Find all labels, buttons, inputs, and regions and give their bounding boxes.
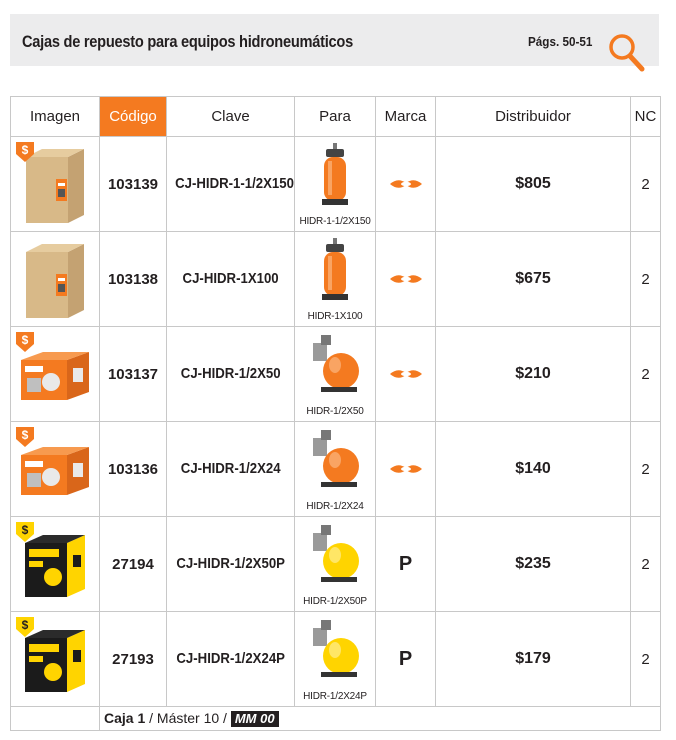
truper-logo-icon — [389, 462, 423, 476]
svg-text:$: $ — [21, 523, 29, 537]
table-row — [11, 422, 661, 517]
para-cell — [295, 327, 376, 422]
pump-figure — [295, 327, 375, 421]
mm-badge: MM 00 — [231, 711, 279, 727]
dollar-badge-icon — [14, 520, 36, 544]
codigo-cell: 103137 — [100, 327, 167, 422]
clave-cell — [167, 517, 295, 612]
codigo-cell: 103138 — [100, 232, 167, 327]
clave-cell — [167, 327, 295, 422]
search-icon[interactable] — [607, 32, 647, 74]
column-header-codigo: Código — [100, 97, 167, 137]
nc-cell: 2 — [631, 327, 661, 422]
clave-cell — [167, 232, 295, 327]
column-header-para: Para — [295, 97, 376, 137]
clave-cell — [167, 612, 295, 707]
distribuidor-price-cell: $179 — [436, 612, 631, 707]
dollar-badge-icon — [14, 615, 36, 639]
pump-model-label: HIDR-1X100 — [307, 311, 363, 322]
dollar-badge-icon — [14, 330, 36, 354]
marca-cell — [376, 517, 436, 612]
product-image-cell — [11, 137, 100, 232]
pump-model-label: HIDR-1/2X24P — [303, 691, 367, 702]
pump-model-label: HIDR-1/2X50 — [306, 406, 364, 417]
codigo-cell: 27193 — [100, 612, 167, 707]
clave-text: CJ-HIDR-1X100 — [182, 270, 279, 287]
table-row — [11, 232, 661, 327]
svg-text:$: $ — [21, 428, 29, 442]
column-header-clave: Clave — [167, 97, 295, 137]
para-cell — [295, 612, 376, 707]
column-header-nc: NC — [631, 97, 661, 137]
page-title: Cajas de repuesto para equipos hidroneumáticos — [22, 32, 353, 51]
dollar-badge-icon — [14, 425, 36, 449]
marca-cell — [376, 612, 436, 707]
truper-logo-icon — [389, 367, 423, 381]
distribuidor-price-cell: $140 — [436, 422, 631, 517]
pump-model-label: HIDR-1/2X24 — [306, 501, 364, 512]
pretul-logo: P — [398, 552, 413, 575]
clave-text: CJ-HIDR-1/2X24 — [180, 460, 281, 477]
column-header-marca: Marca — [376, 97, 436, 137]
product-image-cell — [11, 517, 100, 612]
clave-cell — [167, 422, 295, 517]
product-image-cell — [11, 612, 100, 707]
product-table — [10, 96, 661, 731]
table-row — [11, 327, 661, 422]
clave-text: CJ-HIDR-1/2X50P — [176, 555, 285, 572]
distribuidor-price-cell: $675 — [436, 232, 631, 327]
table-row — [11, 137, 661, 232]
pump-figure — [295, 612, 375, 706]
pump-figure — [295, 422, 375, 516]
footer-spacer — [11, 707, 100, 731]
table-row — [11, 517, 661, 612]
para-cell — [295, 517, 376, 612]
pump-figure — [295, 232, 375, 326]
table-footer-row — [11, 707, 661, 731]
pump-figure — [295, 517, 375, 611]
nc-cell: 2 — [631, 137, 661, 232]
codigo-cell: 27194 — [100, 517, 167, 612]
table-header-row — [11, 97, 661, 137]
pretul-logo: P — [398, 647, 413, 670]
distribuidor-price-cell: $805 — [436, 137, 631, 232]
clave-cell — [167, 137, 295, 232]
codigo-cell: 103139 — [100, 137, 167, 232]
marca-cell — [376, 232, 436, 327]
clave-text: CJ-HIDR-1-1/2X150 — [175, 175, 294, 192]
marca-cell — [376, 137, 436, 232]
nc-cell: 2 — [631, 612, 661, 707]
clave-text: CJ-HIDR-1/2X50 — [180, 365, 281, 382]
dollar-badge-icon — [14, 140, 36, 164]
nc-cell: 2 — [631, 422, 661, 517]
distribuidor-price-cell: $210 — [436, 327, 631, 422]
truper-logo-icon — [389, 177, 423, 191]
pump-model-label: HIDR-1-1/2X150 — [299, 216, 371, 227]
product-image-cell — [11, 327, 100, 422]
product-image-cell — [11, 232, 100, 327]
caja-label: Caja 1 — [104, 709, 146, 726]
codigo-cell: 103136 — [100, 422, 167, 517]
pump-figure — [295, 137, 375, 231]
para-cell — [295, 232, 376, 327]
svg-text:$: $ — [21, 333, 29, 347]
page-header — [10, 14, 659, 66]
truper-logo-icon — [389, 272, 423, 286]
para-cell — [295, 137, 376, 232]
para-cell — [295, 422, 376, 517]
table-row — [11, 612, 661, 707]
clave-text: CJ-HIDR-1/2X24P — [176, 650, 285, 667]
svg-text:$: $ — [21, 618, 29, 632]
nc-cell: 2 — [631, 517, 661, 612]
column-header-imagen: Imagen — [11, 97, 100, 137]
product-image-cell — [11, 422, 100, 517]
nc-cell: 2 — [631, 232, 661, 327]
master-label: / Máster 10 / — [145, 709, 231, 726]
svg-text:$: $ — [21, 143, 29, 157]
marca-cell — [376, 422, 436, 517]
distribuidor-price-cell: $235 — [436, 517, 631, 612]
pump-model-label: HIDR-1/2X50P — [303, 596, 367, 607]
marca-cell — [376, 327, 436, 422]
product-box-image — [11, 238, 99, 320]
page-reference: Págs. 50-51 — [528, 34, 593, 49]
column-header-distribuidor: Distribuidor — [436, 97, 631, 137]
packaging-info — [100, 707, 661, 731]
